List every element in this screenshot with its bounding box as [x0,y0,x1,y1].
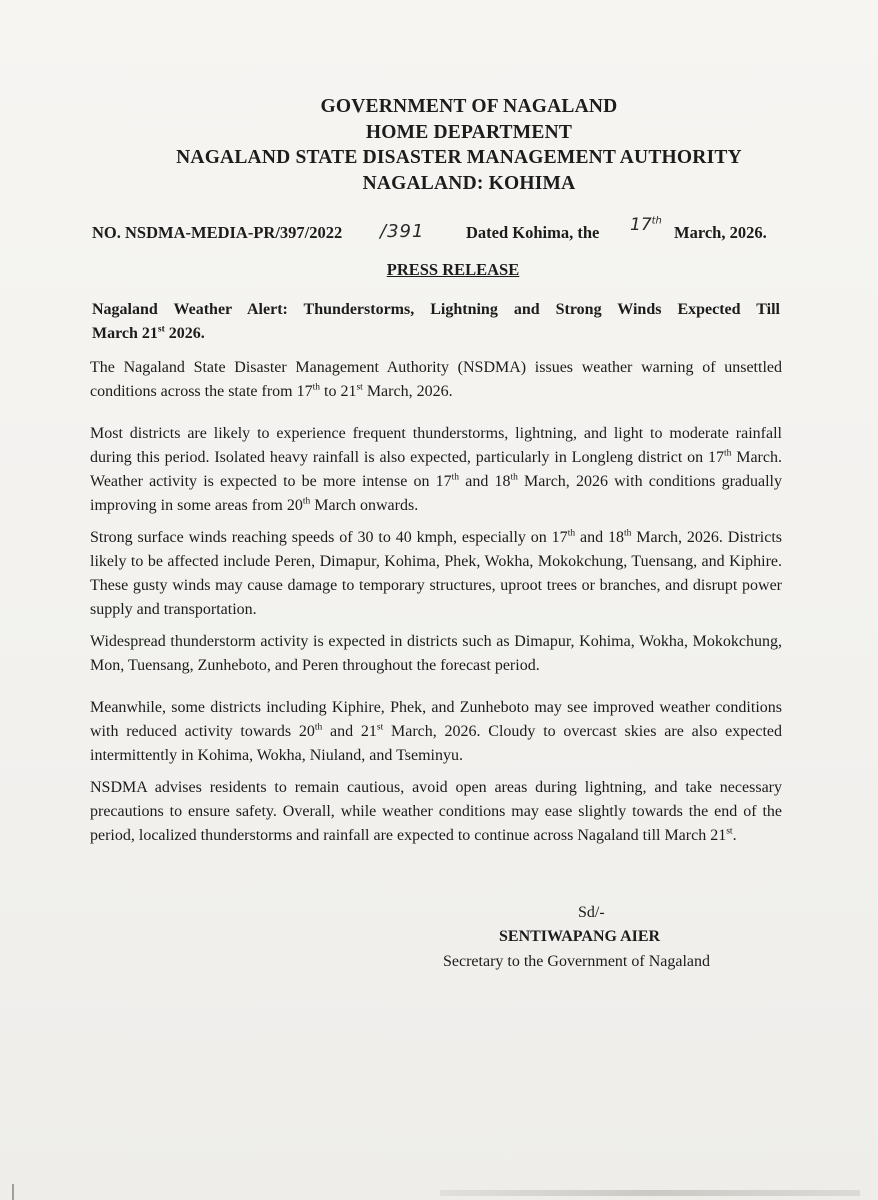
header-department: HOME DEPARTMENT [365,122,573,143]
press-release-title: PRESS RELEASE [386,260,520,279]
paper-edge-shadow [440,1190,860,1196]
paragraph-1: The Nagaland State Disaster Management Authority (NSDMA) issues weather warning of unsettled conditions across the state from 17th to 21st March, 2026. [90,359,782,400]
header-authority: NAGALAND STATE DISASTER MANAGEMENT AUTHORITY [176,147,742,168]
header-location: NAGALAND: KOHIMA [362,173,576,194]
paragraph-3: Strong surface winds reaching speeds of 30 to 40 kmph, especially on 17th and 18th March, 2026. Districts likely to be affected include Peren, Dimapur, Kohima, Phek, Wokha, Mokokchung, Tuensang, and Kiphire. These gusty winds may cause damage to temporary structures, uproot trees or branches, and disrupt power supply and transportation. [90,528,783,618]
paragraph-4: Widespread thunderstorm activity is expected in districts such as Dimapur, Kohima, Wokha, Mokokchung, Mon, Tuensang, Zunheboto, and Peren throughout the forecast period. [90,633,782,674]
press-release-subject: Nagaland Weather Alert: Thunderstorms, Lightning and Strong Winds Expected Till March 21st 2026. [92,301,780,342]
reference-line [92,215,792,247]
month-year: March, 2026. [674,223,767,242]
reference-number: NO. NSDMA-MEDIA-PR/397/2022 [92,223,343,242]
signature-sd: Sd/- [578,904,605,921]
handwritten-day: 17th [630,215,662,235]
paragraph-2: Most districts are likely to experience frequent thunderstorms, lightning, and light to moderate rainfall during this period. Isolated heavy rainfall is also expected, particularly in Longleng district on 17th March. Weather activity is expected to be more intense on 17th and 18th March, 2026 with conditions gradually improving in some areas from 20th March onwards. [90,425,782,514]
handwritten-number: /391 [380,221,425,242]
signatory-name: SENTIWAPANG AIER [499,928,661,945]
header-government: GOVERNMENT OF NAGALAND [320,96,618,117]
binder-mark [12,1184,14,1200]
dated-prefix: Dated Kohima, the [466,223,600,242]
paragraph-6: NSDMA advises residents to remain cautious, avoid open areas during lightning, and take necessary precautions to ensure safety. Overall, while weather conditions may ease slightly towards the end of the period, localized thunderstorms and rainfall are expected to continue across Nagaland till March 21st. [90,779,782,844]
paragraph-5: Meanwhile, some districts including Kiphire, Phek, and Zunheboto may see improved weather conditions with reduced activity towards 20th and 21st March, 2026. Cloudy to overcast skies are also expected intermittently in Kohima, Wokha, Niuland, and Tseminyu. [90,699,782,764]
signatory-title: Secretary to the Government of Nagaland [443,953,711,970]
